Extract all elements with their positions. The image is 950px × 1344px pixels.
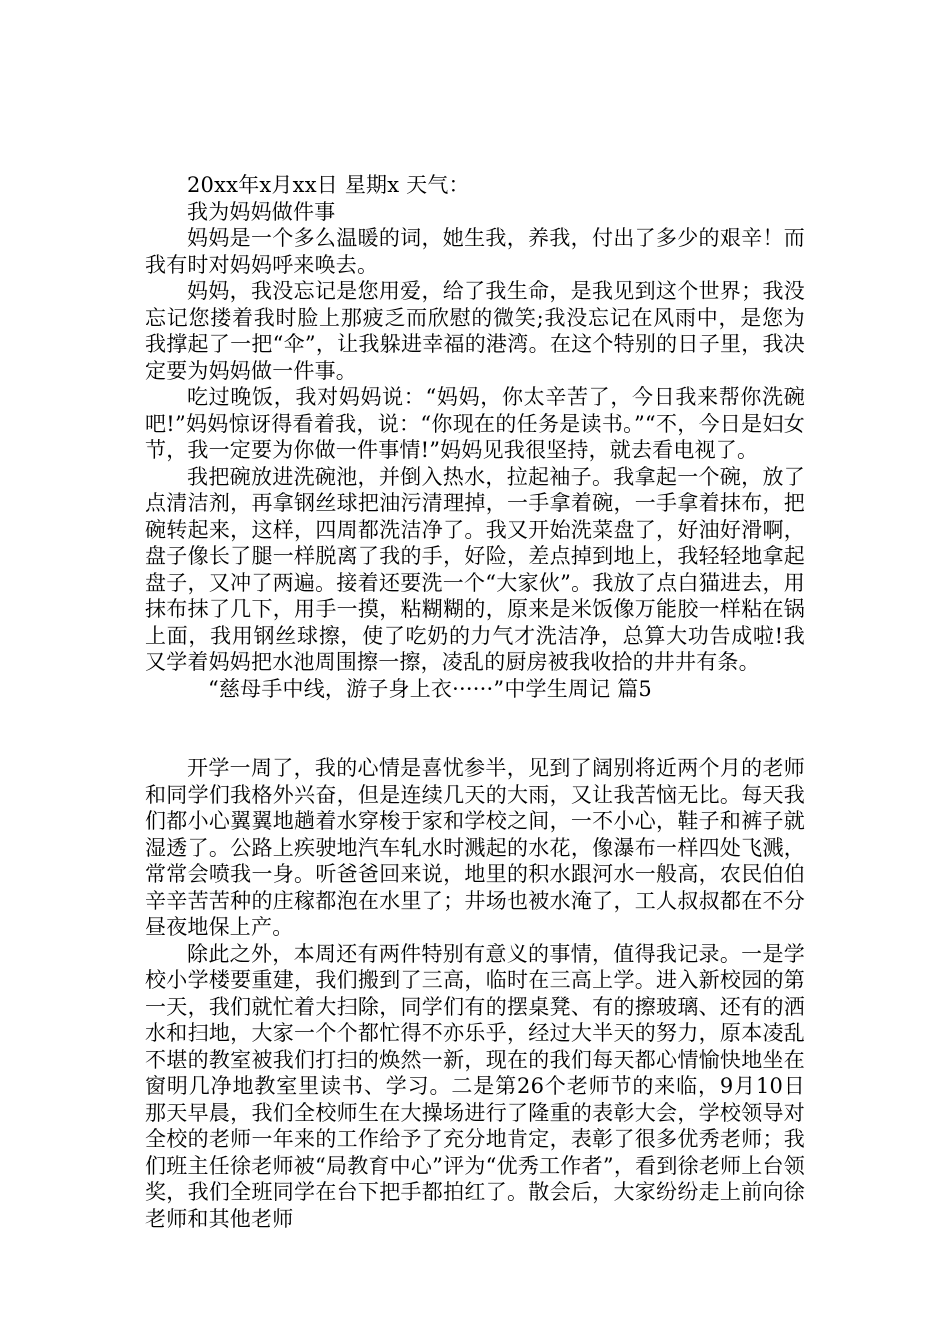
- document-body: [145, 172, 805, 1232]
- paragraph: 妈妈，我没忘记是您用爱，给了我生命，是我见到这个世界；我没忘记您搂着我时脸上那疲乏而欣慰的微笑;我没忘记在风雨中，是您为我撑起了一把“伞”，让我躲进幸福的港湾。在这个特别的日子里，我决定要为妈妈做一件事。: [145, 279, 805, 383]
- section-spacer: [145, 702, 805, 755]
- paragraph: 我把碗放进洗碗池，并倒入热水，拉起袖子。我拿起一个碗，放了点清洁剂，再拿钢丝球把油污清理掉，一手拿着碗，一手拿着抹布，把碗转起来，这样，四周都洗洁净了。我又开始洗菜盘了，好油好滑啊，盘子像长了腿一样脱离了我的手，好险，差点掉到地上，我轻轻地拿起盘子，又冲了两遍。接着还要洗一个“大家伙”。我放了点白猫进去，用抹布抹了几下，用手一摸，粘糊糊的，原来是米饭像万能胶一样粘在锅上面，我用钢丝球擦，使了吃奶的力气才洗洁净，总算大功告成啦!我又学着妈妈把水池周围擦一擦，凌乱的厨房被我收拾的井井有条。: [145, 464, 805, 674]
- date-weather-line: 20xx年x月xx日 星期x 天气：: [187, 173, 470, 197]
- entry-title: 我为妈妈做件事: [187, 199, 336, 224]
- section-heading: “慈母手中线，游子身上衣······”中学生周记 篇5: [208, 676, 652, 701]
- paragraph: 除此之外，本周还有两件特别有意义的事情，值得我记录。一是学校小学楼要重建，我们搬到了三高，临时在三高上学。进入新校园的第一天，我们就忙着大扫除，同学们有的摆桌凳、有的擦玻璃、还有的洒水和扫地，大家一个个都忙得不亦乐乎，经过大半天的努力，原本凌乱不堪的教室被我们打扫的焕然一新，现在的我们每天都心情愉快地坐在窗明几净地教室里读书、学习。二是第26个老师节的来临，9月10日那天早晨，我们全校师生在大操场进行了隆重的表彰大会，学校领导对全校的老师一年来的工作给予了充分地肯定，表彰了很多优秀老师；我们班主任徐老师被“局教育中心”评为“优秀工作者”，看到徐老师上台领奖，我们全班同学在台下把手都拍红了。散会后，大家纷纷走上前向徐老师和其他老师: [145, 941, 805, 1231]
- paragraph: 开学一周了，我的心情是喜忧参半，见到了阔别将近两个月的老师和同学们我格外兴奋，但是连续几天的大雨，又让我苦恼无比。每天我们都小心翼翼地趟着水穿梭于家和学校之间，一不小心，鞋子和裤子就湿透了。公路上疾驶地汽车轧水时溅起的水花，像瀑布一样四处飞溅，常常会喷我一身。听爸爸回来说，地里的积水跟河水一般高，农民伯伯辛辛苦苦种的庄稼都泡在水里了；井场也被水淹了，工人叔叔都在不分昼夜地保上产。: [145, 756, 805, 939]
- paragraph: 吃过晚饭，我对妈妈说：“妈妈，你太辛苦了，今日我来帮你洗碗吧!”妈妈惊讶得看着我，说：“你现在的任务是读书。”“不，今日是妇女节，我一定要为你做一件事情!”妈妈见我很坚持，就去看电视了。: [145, 385, 805, 462]
- paragraph: 妈妈是一个多么温暖的词，她生我，养我，付出了多少的艰辛！而我有时对妈妈呼来唤去。: [145, 226, 805, 277]
